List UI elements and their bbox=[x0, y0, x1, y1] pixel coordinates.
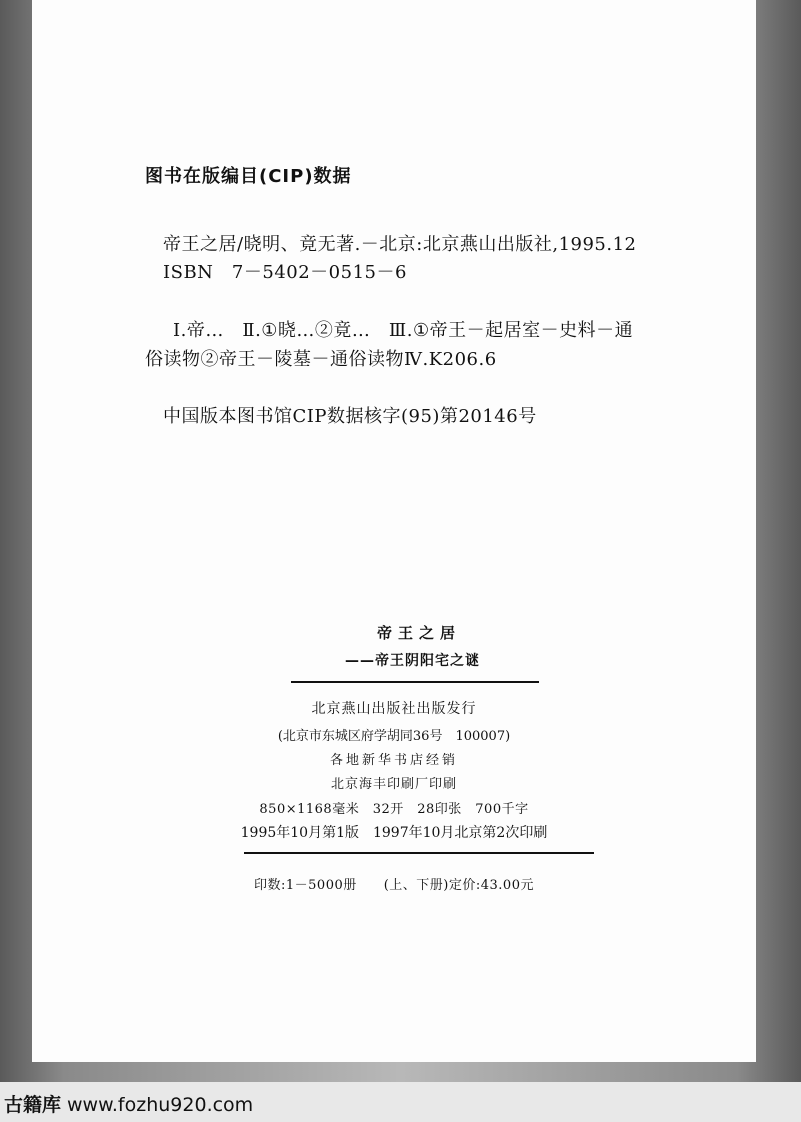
colophon-price-line: 印数:1－5000册 (上、下册)定价:43.00元 bbox=[254, 878, 534, 893]
colophon-publisher: 北京燕山出版社出版发行 bbox=[311, 701, 477, 717]
book-page bbox=[32, 0, 756, 1062]
colophon-distributor: 各地新华书店经销 bbox=[329, 753, 458, 768]
colophon-address: (北京市东城区府学胡同36号 100007) bbox=[277, 729, 511, 744]
colophon-specs: 850×1168毫米 32开 28印张 700千字 bbox=[259, 802, 529, 817]
cip-heading: 图书在版编目(CIP)数据 bbox=[145, 166, 352, 187]
colophon-subtitle: ——帝王阴阳宅之谜 bbox=[345, 653, 480, 669]
cip-classification-line-continued: 俗读物②帝王－陵墓－通俗读物Ⅳ.K206.6 bbox=[145, 349, 497, 370]
colophon-book-title: 帝王之居 bbox=[377, 624, 462, 642]
cip-bibliographic-line: 帝王之居/晓明、竟无著.－北京:北京燕山出版社,1995.12 bbox=[163, 234, 637, 255]
cip-record-number: 中国版本图书馆CIP数据核字(95)第20146号 bbox=[163, 406, 537, 427]
cip-classification-line: Ⅰ.帝… Ⅱ.①晓…②竟… Ⅲ.①帝王－起居室－史料－通 bbox=[173, 320, 634, 341]
divider-bottom bbox=[244, 852, 594, 854]
cip-isbn-line: ISBN 7－5402－0515－6 bbox=[163, 262, 407, 283]
colophon-edition: 1995年10月第1版 1997年10月北京第2次印刷 bbox=[240, 825, 548, 841]
watermark-label: 古籍库 bbox=[4, 1094, 62, 1116]
watermark-url[interactable]: www.fozhu920.com bbox=[67, 1094, 254, 1116]
site-watermark bbox=[4, 1090, 253, 1117]
colophon-printer: 北京海丰印刷厂印刷 bbox=[330, 777, 457, 792]
divider-top bbox=[291, 681, 539, 683]
